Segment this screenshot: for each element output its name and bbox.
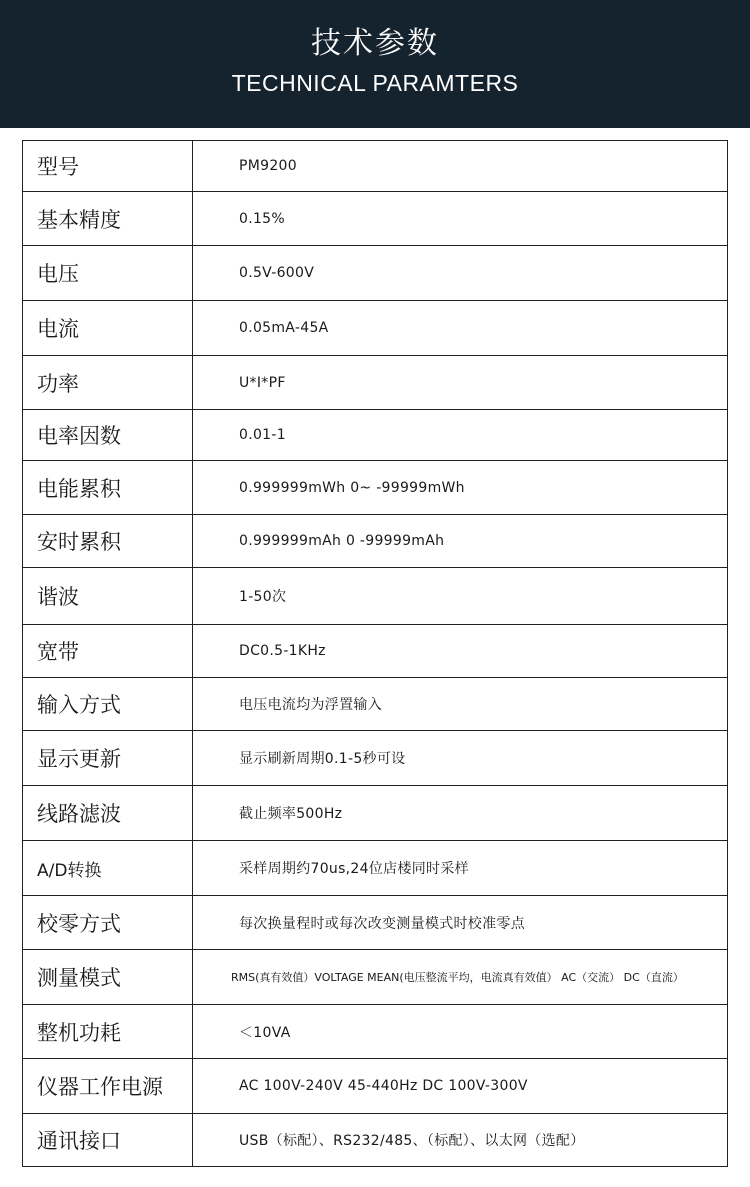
table-row xyxy=(23,625,728,678)
spec-label: 功率 xyxy=(23,356,193,410)
table-row xyxy=(23,1059,728,1114)
table-row xyxy=(23,896,728,950)
spec-label: 线路滤波 xyxy=(23,786,193,841)
spec-value: 采样周期约70us,24位店楼同时采样 xyxy=(193,841,728,896)
spec-label: 宽带 xyxy=(23,625,193,678)
table-row xyxy=(23,461,728,515)
spec-label: 电流 xyxy=(23,301,193,356)
spec-value: PM9200 xyxy=(193,141,728,192)
table-row xyxy=(23,678,728,731)
spec-label: 型号 xyxy=(23,141,193,192)
page-title: 技术参数 xyxy=(311,26,439,61)
spec-value: ＜10VA xyxy=(193,1005,728,1059)
spec-label: 测量模式 xyxy=(23,950,193,1005)
spec-label: 基本精度 xyxy=(23,192,193,246)
spec-value: U*I*PF xyxy=(193,356,728,410)
table-row xyxy=(23,301,728,356)
spec-value: AC 100V-240V 45-440Hz DC 100V-300V xyxy=(193,1059,728,1114)
spec-table xyxy=(22,140,728,1167)
spec-label: 整机功耗 xyxy=(23,1005,193,1059)
spec-value: 1-50次 xyxy=(193,568,728,625)
spec-value: RMS(真有效值）VOLTAGE MEAN(电压整流平均，电流真有效值） AC（交流） DC（直流） xyxy=(193,950,728,1005)
spec-label: 仪器工作电源 xyxy=(23,1059,193,1114)
spec-label: 输入方式 xyxy=(23,678,193,731)
spec-value: 0.05mA-45A xyxy=(193,301,728,356)
page-subtitle: TECHNICAL PARAMTERS xyxy=(231,70,519,96)
table-row xyxy=(23,410,728,461)
spec-label: 通讯接口 xyxy=(23,1114,193,1167)
spec-value: 0.999999mAh 0 -99999mAh xyxy=(193,515,728,568)
page-header xyxy=(0,0,750,128)
spec-value: 0.5V-600V xyxy=(193,246,728,301)
spec-label: 安时累积 xyxy=(23,515,193,568)
table-row xyxy=(23,950,728,1005)
table-row xyxy=(23,731,728,786)
spec-value: 截止频率500Hz xyxy=(193,786,728,841)
spec-label: 显示更新 xyxy=(23,731,193,786)
spec-label: 校零方式 xyxy=(23,896,193,950)
spec-label: 电率因数 xyxy=(23,410,193,461)
spec-value: 0.01-1 xyxy=(193,410,728,461)
spec-label: A/D转换 xyxy=(23,841,193,896)
spec-label: 电能累积 xyxy=(23,461,193,515)
table-row xyxy=(23,1005,728,1059)
spec-label: 电压 xyxy=(23,246,193,301)
table-row xyxy=(23,246,728,301)
spec-value: 0.15% xyxy=(193,192,728,246)
table-row xyxy=(23,841,728,896)
table-row xyxy=(23,1114,728,1167)
table-row xyxy=(23,192,728,246)
table-row xyxy=(23,786,728,841)
spec-value: 显示刷新周期0.1-5秒可设 xyxy=(193,731,728,786)
table-row xyxy=(23,356,728,410)
spec-label: 谐波 xyxy=(23,568,193,625)
spec-value: USB（标配）、RS232/485、（标配）、以太网（选配） xyxy=(193,1114,728,1167)
spec-value: 电压电流均为浮置输入 xyxy=(193,678,728,731)
table-row xyxy=(23,141,728,192)
table-row xyxy=(23,515,728,568)
spec-value: DC0.5-1KHz xyxy=(193,625,728,678)
spec-value: 0.999999mWh 0~ -99999mWh xyxy=(193,461,728,515)
table-row xyxy=(23,568,728,625)
spec-value: 每次换量程时或每次改变测量模式时校准零点 xyxy=(193,896,728,950)
